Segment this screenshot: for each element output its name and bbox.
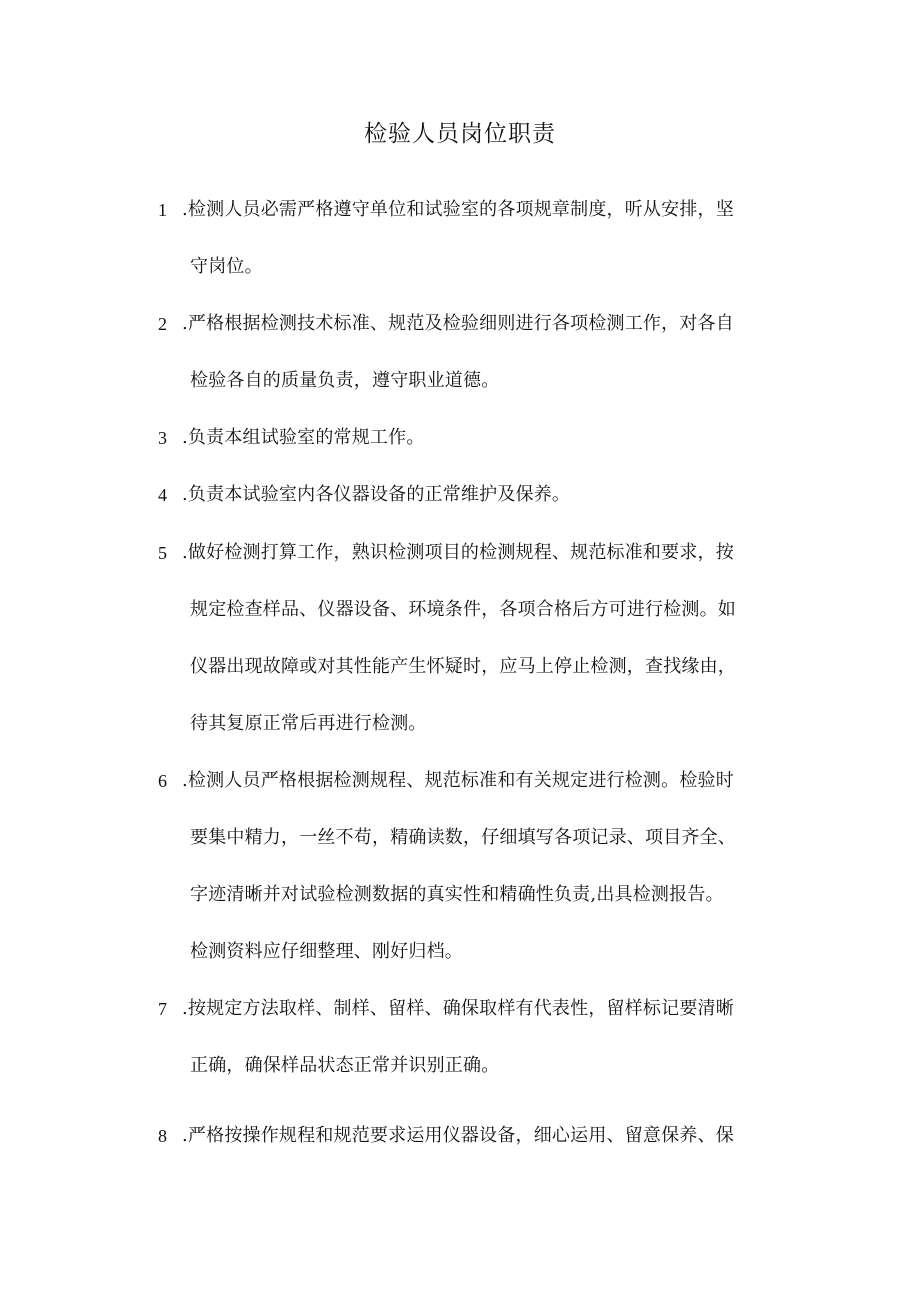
item-text-line: 仪器出现故障或对其性能产生怀疑时，应马上停止检测，查找缘由， [190,656,736,677]
item-text-line: 正确，确保样品状态正常并识别正确。 [190,1055,500,1076]
item-text-line: 待其复原正常后再进行检测。 [190,713,427,734]
item-number: 3 [158,428,167,448]
document-title: 检验人员岗位职责 [364,121,556,147]
item-text-line: .做好检测打算工作，熟识检测项目的检测规程、规范标准和要求，按 [182,542,734,563]
item-text-line: .严格按操作规程和规范要求运用仪器设备，细心运用、留意保养、保 [182,1125,734,1146]
item-number: 6 [158,771,167,791]
item-text-line: .负责本组试验室的常规工作。 [182,427,425,448]
item-number: 7 [158,999,167,1019]
item-text-line: 要集中精力，一丝不苟，精确读数，仔细填写各项记录、项目齐全、 [190,827,736,848]
item-text-line: .负责本试验室内各仪器设备的正常维护及保养。 [182,484,571,505]
item-number: 4 [158,485,167,505]
item-text-line: 检验各自的质量负责，遵守职业道德。 [190,370,500,391]
item-text-line: 检测资料应仔细整理、刚好归档。 [190,941,463,962]
item-text-line: 字迹清晰并对试验检测数据的真实性和精确性负责,出具检测报告。 [190,884,724,905]
item-text-line: 守岗位。 [190,256,263,277]
item-text-line: .按规定方法取样、制样、留样、确保取样有代表性，留样标记要清晰 [182,998,734,1019]
item-text-line: .检测人员严格根据检测规程、规范标准和有关规定进行检测。检验时 [182,770,734,791]
item-number: 1 [158,200,167,220]
item-number: 2 [158,314,167,334]
item-text-line: .检测人员必需严格遵守单位和试验室的各项规章制度，听从安排，坚 [182,199,734,220]
item-number: 5 [158,543,167,563]
item-number: 8 [158,1126,167,1146]
item-text-line: 规定检查样品、仪器设备、环境条件，各项合格后方可进行检测。如 [190,599,736,620]
item-text-line: .严格根据检测技术标准、规范及检验细则进行各项检测工作，对各自 [182,313,734,334]
